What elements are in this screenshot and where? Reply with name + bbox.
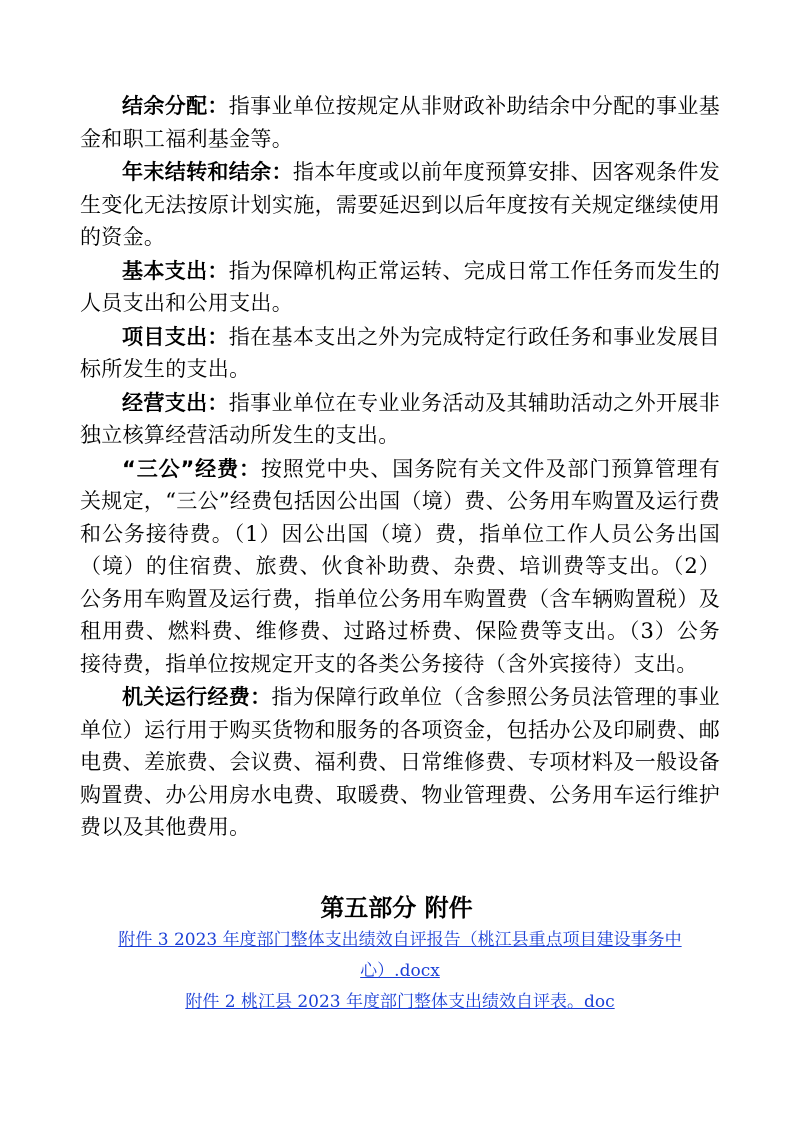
term-label: 经营支出： bbox=[122, 390, 229, 415]
term-definition: 指在基本支出之外为完成特定行政任务和事业发展目标所发生的支出。 bbox=[80, 324, 720, 381]
paragraph-xiangmu-zhichu bbox=[80, 321, 720, 386]
section-title: 第五部分 附件 bbox=[320, 894, 473, 922]
attachment-list bbox=[80, 925, 720, 1018]
paragraph-jingying-zhichu bbox=[80, 387, 720, 452]
paragraph-jiguan-yunxing bbox=[80, 681, 720, 844]
term-label: 项目支出： bbox=[122, 324, 229, 349]
term-label: “三公”经费： bbox=[122, 456, 261, 481]
term-definition: 指事业单位按规定从非财政补助结余中分配的事业基金和职工福利基金等。 bbox=[80, 94, 720, 151]
attachment-item bbox=[80, 987, 720, 1018]
term-label: 基本支出： bbox=[122, 258, 229, 283]
term-label: 年末结转和结余： bbox=[122, 160, 293, 184]
paragraph-nianmo-jiezhuan bbox=[80, 156, 720, 254]
attachment-link-table[interactable]: 附件 2 桃江县 2023 年度部门整体支出绩效自评表。doc bbox=[185, 992, 615, 1012]
document-body bbox=[80, 90, 720, 845]
paragraph-jiben-zhichu bbox=[80, 255, 720, 320]
term-label: 结余分配： bbox=[122, 94, 229, 118]
term-label: 机关运行经费： bbox=[122, 685, 272, 709]
term-definition: 指本年度或以前年度预算安排、因客观条件发生变化无法按原计划实施，需要延迟到以后年度按有关规定继续使用的资金。 bbox=[80, 160, 720, 249]
attachment-item bbox=[80, 925, 720, 987]
term-definition: 指事业单位在专业业务活动及其辅助活动之外开展非独立核算经营活动所发生的支出。 bbox=[80, 390, 720, 447]
attachment-link-report[interactable]: 附件 3 2023 年度部门整体支出绩效自评报告（桃江县重点项目建设事务中心）.docx bbox=[118, 930, 682, 981]
paragraph-jieyu-fenpei bbox=[80, 90, 720, 155]
paragraph-sangong-jingfei bbox=[80, 453, 720, 681]
term-definition: 按照党中央、国务院有关文件及部门预算管理有关规定，“三公”经费包括因公出国（境）费、公务用车购置及运行费和公务接待费。（1）因公出国（境）费，指单位工作人员公务出国（境）的住宿费、旅费、伙食补助费、杂费、培训费等支出。（2）公务用车购置及运行费，指单位公务用车购置费（含车辆购置税）及租用费、燃料费、维修费、过路过桥费、保险费等支出。（3）公务接待费，指单位按规定开支的各类公务接待（含外宾接待）支出。 bbox=[80, 456, 720, 676]
term-definition: 指为保障行政单位（含参照公务员法管理的事业单位）运行用于购买货物和服务的各项资金，包括办公及印刷费、邮电费、差旅费、会议费、福利费、日常维修费、专项材料及一般设备购置费、办公用房水电费、取暖费、物业管理费、公务用车运行维护费以及其他费用。 bbox=[80, 685, 720, 839]
term-definition: 指为保障机构正常运转、完成日常工作任务而发生的人员支出和公用支出。 bbox=[80, 258, 720, 315]
